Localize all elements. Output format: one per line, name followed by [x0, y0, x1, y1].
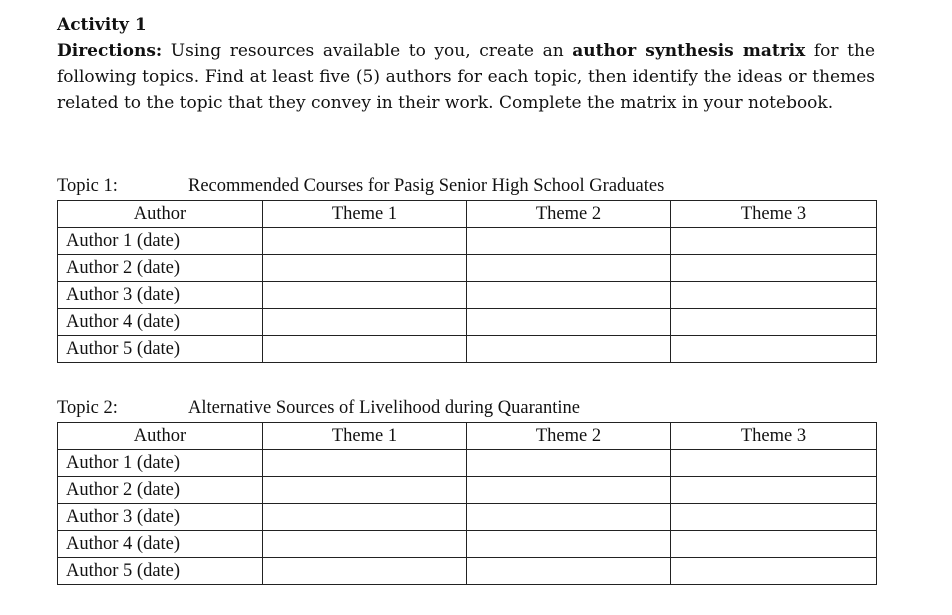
author-column-header: Author — [58, 201, 263, 228]
table-row — [58, 309, 877, 336]
theme-cell — [467, 282, 671, 309]
theme-cell — [671, 531, 877, 558]
table-row — [58, 336, 877, 363]
table-row — [58, 228, 877, 255]
directions-text-2: for the following topics. Find at least five (5) authors for each topic, then identify the ideas or themes related to the topic that they convey in their work. Complete the matrix in your notebook. — [57, 41, 876, 113]
matrix-header-row — [58, 423, 877, 450]
matrix-header-row — [58, 201, 877, 228]
theme-cell — [671, 504, 877, 531]
theme-cell — [671, 228, 877, 255]
theme-1-column-header: Theme 1 — [263, 201, 467, 228]
directions-paragraph — [57, 38, 875, 116]
theme-cell — [671, 336, 877, 363]
theme-cell — [671, 282, 877, 309]
theme-cell — [263, 450, 467, 477]
theme-cell — [467, 450, 671, 477]
author-cell: Author 1 (date) — [58, 450, 263, 477]
theme-3-column-header: Theme 3 — [671, 423, 877, 450]
table-row — [58, 531, 877, 558]
directions-text-1: Using resources available to you, create an — [162, 41, 573, 61]
theme-cell — [671, 450, 877, 477]
topic-1-matrix — [57, 200, 877, 363]
topic-2-title: Alternative Sources of Livelihood during Quarantine — [188, 398, 580, 418]
table-row — [58, 282, 877, 309]
topic-1-heading — [57, 175, 664, 197]
author-cell: Author 4 (date) — [58, 531, 263, 558]
topic-1-label: Topic 1: — [57, 176, 118, 196]
author-cell: Author 2 (date) — [58, 477, 263, 504]
author-cell: Author 3 (date) — [58, 282, 263, 309]
theme-cell — [671, 255, 877, 282]
author-cell: Author 5 (date) — [58, 336, 263, 363]
table-row — [58, 504, 877, 531]
theme-cell — [263, 504, 467, 531]
theme-cell — [467, 531, 671, 558]
table-row — [58, 450, 877, 477]
author-column-header: Author — [58, 423, 263, 450]
theme-cell — [467, 558, 671, 585]
theme-cell — [467, 504, 671, 531]
theme-cell — [263, 255, 467, 282]
theme-cell — [263, 531, 467, 558]
theme-2-column-header: Theme 2 — [467, 201, 671, 228]
theme-cell — [263, 558, 467, 585]
table-row — [58, 255, 877, 282]
table-row — [58, 558, 877, 585]
author-cell: Author 4 (date) — [58, 309, 263, 336]
theme-cell — [467, 255, 671, 282]
table-row — [58, 477, 877, 504]
topic-2-matrix — [57, 422, 877, 585]
activity-section — [57, 12, 877, 116]
author-cell: Author 3 (date) — [58, 504, 263, 531]
theme-cell — [263, 228, 467, 255]
theme-cell — [263, 282, 467, 309]
theme-cell — [467, 477, 671, 504]
directions-label: Directions: — [57, 41, 163, 61]
theme-cell — [671, 477, 877, 504]
theme-3-column-header: Theme 3 — [671, 201, 877, 228]
theme-cell — [263, 477, 467, 504]
topic-1-title: Recommended Courses for Pasig Senior High School Graduates — [188, 176, 665, 196]
directions-emphasis: author synthesis matrix — [572, 41, 806, 61]
author-cell: Author 2 (date) — [58, 255, 263, 282]
theme-cell — [467, 309, 671, 336]
theme-cell — [467, 336, 671, 363]
theme-cell — [671, 309, 877, 336]
author-cell: Author 1 (date) — [58, 228, 263, 255]
theme-2-column-header: Theme 2 — [467, 423, 671, 450]
activity-title: Activity 1 — [57, 15, 147, 35]
topic-2-heading — [57, 397, 580, 419]
theme-cell — [263, 309, 467, 336]
theme-1-column-header: Theme 1 — [263, 423, 467, 450]
theme-cell — [467, 228, 671, 255]
theme-cell — [263, 336, 467, 363]
theme-cell — [671, 558, 877, 585]
author-cell: Author 5 (date) — [58, 558, 263, 585]
topic-2-label: Topic 2: — [57, 398, 118, 418]
